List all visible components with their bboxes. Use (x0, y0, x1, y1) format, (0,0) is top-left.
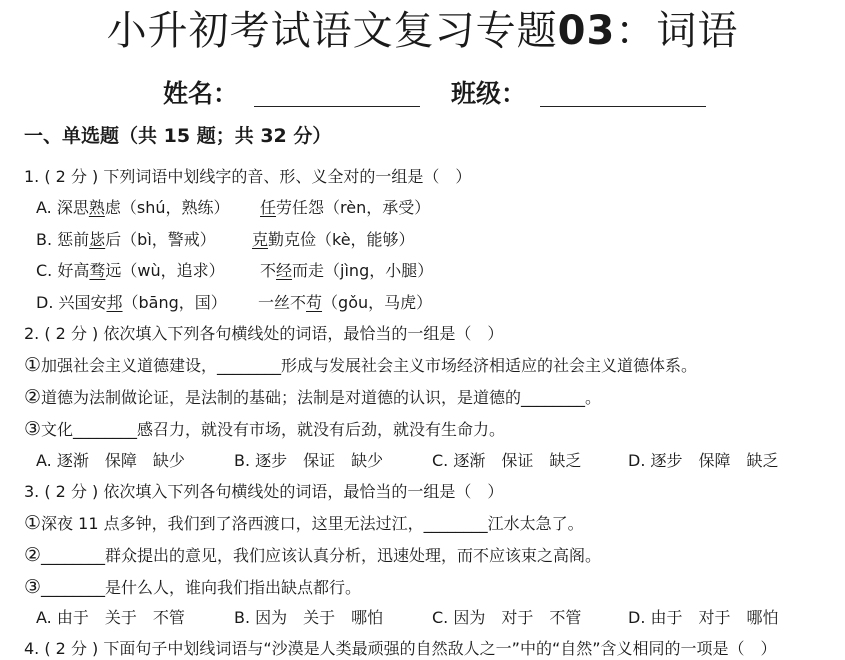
opt-text: C. 好高 (36, 261, 90, 280)
statement-text: ________是什么人，谁向我们指出缺点都行。 (41, 578, 362, 597)
circled-number: ② (24, 544, 42, 566)
underlined-char: 骛 (89, 261, 106, 280)
opt-text: 不 (260, 261, 277, 280)
q3-statement-3 (24, 576, 361, 599)
opt-text: 劳任怨（rèn，承受） (276, 198, 431, 217)
section-points: 32 (260, 125, 287, 147)
circled-number: ② (24, 386, 42, 408)
section-count: 15 (163, 125, 191, 147)
question-1-stem: 1. ( 2 分 ) 下列词语中划线字的音、形、义全对的一组是（ ） (24, 167, 472, 186)
class-blank[interactable] (540, 106, 706, 107)
title-suffix: ：词语 (615, 8, 739, 54)
q3-choice-a[interactable]: A. 由于 关于 不管 (36, 608, 185, 627)
section-prefix: 一、单选题（共 (24, 125, 164, 147)
opt-text: D. 兴国安 (36, 293, 107, 312)
opt-text: （gǒu，马虎） (322, 293, 433, 312)
section-mid: 题；共 (190, 125, 261, 147)
underlined-char: 经 (276, 261, 293, 280)
question-3-stem: 3. ( 2 分 ) 依次填入下列各句横线处的词语，最恰当的一组是（ ） (24, 482, 504, 501)
underlined-char: 克 (252, 230, 269, 249)
statement-text: 深夜 11 点多钟，我们到了洛西渡口，这里无法过江，________江水太急了。 (41, 514, 584, 533)
q2-choice-d[interactable]: D. 逐步 保障 缺乏 (628, 451, 779, 470)
underlined-char: 熟 (88, 198, 105, 217)
q3-choice-d[interactable]: D. 由于 对于 哪怕 (628, 608, 779, 627)
circled-number: ① (24, 354, 42, 376)
statement-text: 文化________感召力，就没有市场，就没有后劲，就没有生命力。 (41, 420, 506, 439)
section-suffix: 分） (286, 125, 332, 147)
statement-text: 加强社会主义道德建设，________形成与发展社会主义市场经济相适应的社会主义道德体系。 (41, 356, 698, 375)
q3-choice-b[interactable]: B. 因为 关于 哪怕 (234, 608, 384, 627)
opt-text: 一丝不 (258, 293, 307, 312)
statement-text: ________群众提出的意见，我们应该认真分析，迅速处理，而不应该束之高阁。 (41, 546, 602, 565)
question-4-stem: 4. ( 2 分 ) 下面句子中划线词语与“沙漠是人类最顽强的自然敌人之一”中的“自然”含义相同的一项是（ ） (24, 639, 777, 658)
underlined-char: 苟 (306, 293, 323, 312)
opt-text: B. 惩前 (36, 230, 90, 249)
q2-statement-2 (24, 386, 601, 409)
q3-statement-2 (24, 544, 601, 567)
page-title (0, 6, 845, 56)
q2-statement-3 (24, 418, 505, 441)
circled-number: ③ (24, 576, 42, 598)
title-number: 03 (557, 8, 616, 54)
circled-number: ① (24, 512, 42, 534)
q2-choice-c[interactable]: C. 逐渐 保证 缺乏 (432, 451, 582, 470)
underlined-char: 邦 (106, 293, 123, 312)
opt-text: （bāng，国） (122, 293, 227, 312)
title-text: 小升初考试语文复习专题 (106, 8, 558, 54)
opt-text: 勤克俭（kè，能够） (268, 230, 415, 249)
opt-text: 后（bì，警戒） (105, 230, 216, 249)
underlined-char: 毖 (89, 230, 106, 249)
statement-text: 道德为法制做论证，是法制的基础；法制是对道德的认识，是道德的________。 (41, 388, 602, 407)
q3-choice-c[interactable]: C. 因为 对于 不管 (432, 608, 582, 627)
section-header (24, 121, 331, 151)
opt-text: 远（wù，追求） (105, 261, 225, 280)
opt-text: 虑（shú，熟练） (104, 198, 230, 217)
circled-number: ③ (24, 418, 42, 440)
q3-statement-1 (24, 512, 584, 535)
name-blank[interactable] (254, 106, 420, 107)
q2-statement-1 (24, 354, 697, 377)
underlined-char: 任 (260, 198, 277, 217)
student-info (0, 74, 845, 114)
class-label: 班级： (451, 79, 527, 108)
opt-text: A. 深思 (36, 198, 89, 217)
q2-choice-b[interactable]: B. 逐步 保证 缺少 (234, 451, 384, 470)
q2-choice-a[interactable]: A. 逐渐 保障 缺少 (36, 451, 185, 470)
opt-text: 而走（jìng，小腿） (292, 261, 434, 280)
question-2-stem: 2. ( 2 分 ) 依次填入下列各句横线处的词语，最恰当的一组是（ ） (24, 324, 504, 343)
name-label: 姓名： (163, 79, 239, 108)
